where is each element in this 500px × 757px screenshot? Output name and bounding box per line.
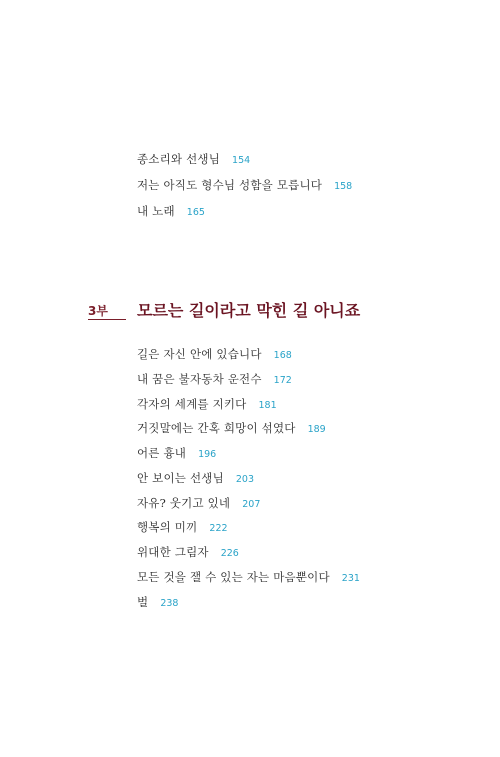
- toc-entry-page: 154: [232, 155, 251, 166]
- part-number: 3부: [88, 304, 108, 318]
- toc-entry-page: 226: [220, 548, 239, 559]
- toc-entry-page: 222: [209, 523, 228, 534]
- toc-entry-title: 저는 아직도 형수님 성함을 모릅니다: [137, 178, 323, 192]
- toc-entry-title: 거짓말에는 간혹 희망이 섞였다: [137, 421, 296, 435]
- toc-entry: [137, 152, 250, 168]
- toc-entry: [137, 178, 352, 194]
- part-title: 모르는 길이라고 막힌 길 아니죠: [137, 301, 361, 320]
- toc-entry-title: 어른 흉내: [137, 446, 187, 460]
- part-header: [88, 298, 388, 324]
- toc-entry-title: 각자의 세계를 지키다: [137, 397, 247, 411]
- toc-entry: [137, 570, 360, 586]
- toc-entry-title: 자유? 웃기고 있네: [137, 496, 231, 510]
- toc-entry-page: 165: [186, 207, 205, 218]
- toc-entry: [137, 347, 292, 363]
- toc-entry-page: 207: [242, 499, 261, 510]
- toc-entry: [137, 421, 326, 437]
- toc-entry-page: 158: [334, 181, 353, 192]
- toc-entry-page: 181: [258, 400, 277, 411]
- toc-entry-title: 내 노래: [137, 204, 175, 218]
- toc-entry-title: 벌: [137, 595, 149, 609]
- toc-entry: [137, 372, 292, 388]
- toc-entry-title: 위대한 그림자: [137, 545, 209, 559]
- toc-entry-page: 172: [273, 375, 292, 386]
- toc-entry: [137, 446, 216, 462]
- toc-entry: [137, 471, 254, 487]
- toc-entry: [137, 204, 205, 220]
- toc-entry-page: 238: [160, 598, 179, 609]
- toc-entry: [137, 595, 178, 611]
- toc-entry: [137, 520, 228, 536]
- toc-entry-page: 203: [235, 474, 255, 485]
- toc-entry-title: 행복의 미끼: [137, 520, 198, 534]
- toc-entry-title: 길은 자신 안에 있습니다: [137, 347, 262, 361]
- toc-entry-title: 내 꿈은 불자동차 운전수: [137, 372, 262, 386]
- toc-entry: [137, 545, 239, 561]
- toc-entry: [137, 397, 277, 413]
- toc-entry-title: 종소리와 선생님: [137, 152, 221, 166]
- toc-entry-page: 168: [273, 350, 292, 361]
- toc-entry-title: 모든 것을 잴 수 있는 자는 마음뿐이다: [137, 570, 330, 584]
- toc-entry-page: 189: [307, 424, 326, 435]
- toc-entry-page: 231: [341, 573, 360, 584]
- part-number-underline: [88, 319, 126, 320]
- toc-entry-page: 196: [198, 449, 217, 460]
- toc-entry: [137, 496, 260, 512]
- toc-entry-title: 안 보이는 선생님: [137, 471, 224, 485]
